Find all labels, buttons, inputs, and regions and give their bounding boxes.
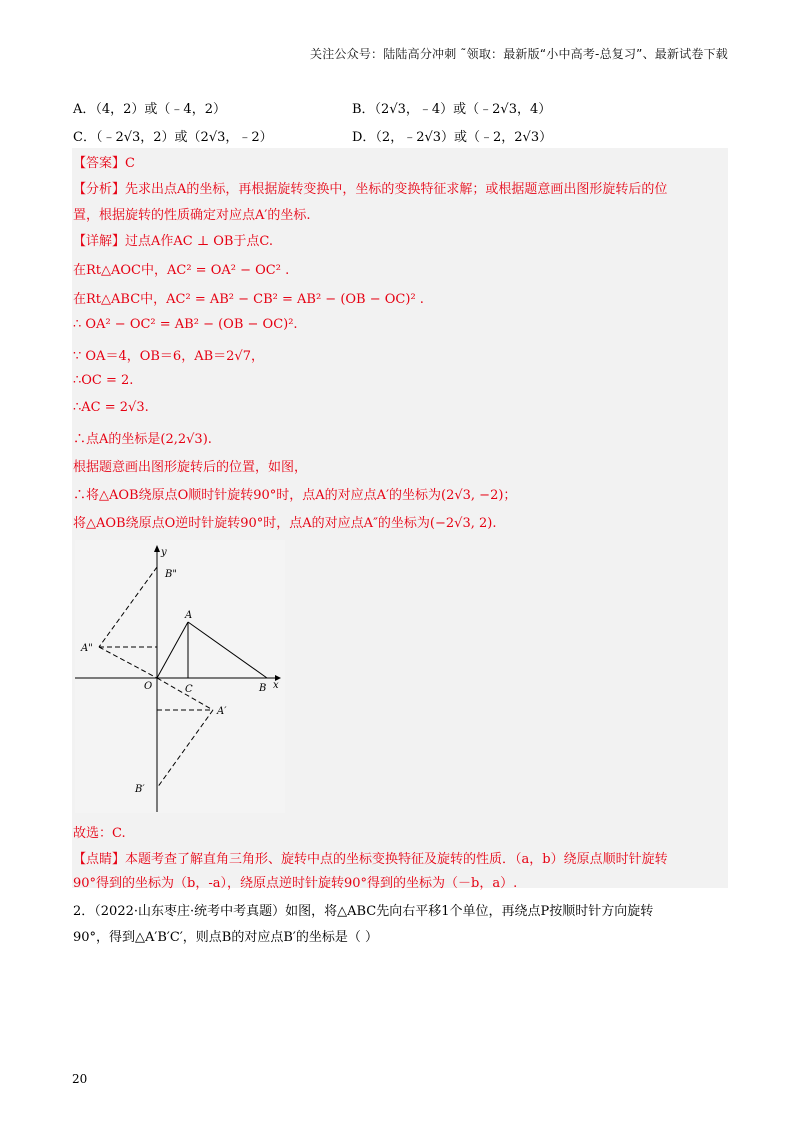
label-x: x <box>273 680 279 691</box>
detail-line-1: 【详解】过点A作AC ⊥ OB于点C. <box>73 234 274 249</box>
analysis-line-1: 【分析】先求出点A的坐标，再根据旋转变换中，坐标的变换特征求解；或根据题意画出图形旋转后的位 <box>73 182 668 197</box>
segment-oa <box>157 622 188 678</box>
detail-line-10: ∴将△AOB绕原点O顺时针旋转90°时，点A的对应点A′的坐标为(2√3, −2)； <box>73 488 517 503</box>
coordinate-diagram <box>75 540 285 813</box>
detail-line-6: ∴OC = 2. <box>73 373 134 388</box>
page-number: 20 <box>72 1072 88 1086</box>
option-c: C．（﹣2√3，2）或（2√3，﹣2） <box>73 130 273 145</box>
option-a: A．（4，2）或（﹣4，2） <box>73 102 226 117</box>
label-b: B <box>259 683 267 694</box>
y-axis-arrow <box>154 545 160 552</box>
segment-b2-a2 <box>99 567 157 647</box>
label-y: y <box>161 547 167 558</box>
label-a: A <box>185 610 193 621</box>
option-d: D．（2，﹣2√3）或（﹣2，2√3） <box>352 130 553 145</box>
label-b-double-prime: B" <box>165 569 177 580</box>
comment-line-2: 90°得到的坐标为（b，-a），绕原点逆时针旋转90°得到的坐标为（－b，a）. <box>73 876 518 891</box>
answer-line: 【答案】C <box>73 156 135 171</box>
detail-line-8: ∴点A的坐标是(2,2√3). <box>73 432 212 447</box>
label-b-prime: B′ <box>135 784 145 795</box>
option-b: B．（2√3，﹣4）或（﹣2√3，4） <box>352 102 552 117</box>
detail-line-7: ∴AC = 2√3. <box>73 400 149 415</box>
question-2-line-1: 2．（2022·山东枣庄·统考中考真题）如图，将△ABC先向右平移1个单位，再绕点P按顺时针方向旋转 <box>73 904 654 919</box>
detail-line-2: 在Rt△AOC中，AC² = OA² − OC² . <box>73 263 290 278</box>
detail-line-4: ∴ OA² − OC² = AB² − (OB − OC)². <box>73 317 298 332</box>
segment-ab <box>188 622 267 678</box>
analysis-line-2: 置，根据旋转的性质确定对应点A′的坐标. <box>73 208 311 223</box>
detail-line-9: 根据题意画出图形旋转后的位置，如图， <box>73 460 308 475</box>
detail-line-5: ∵ OA＝4，OB＝6，AB＝2√7， <box>73 349 264 364</box>
segment-a1-b1 <box>157 710 213 788</box>
label-c: C <box>185 684 193 695</box>
page-header: 关注公众号：陆陆高分冲刺 ˜领取：最新版“小中高考-总复习”、最新试卷下载 <box>310 47 728 61</box>
label-a-prime: A′ <box>217 706 227 717</box>
question-2-line-2: 90°，得到△A′B′C′，则点B的对应点B′的坐标是（ ） <box>73 930 378 945</box>
label-o: O <box>144 681 153 692</box>
detail-line-11: 将△AOB绕原点O逆时针旋转90°时，点A的对应点A″的坐标为(−2√3, 2). <box>73 516 497 531</box>
rotation-figure <box>75 540 285 813</box>
detail-line-3: 在Rt△ABC中，AC² = AB² − CB² = AB² − (OB − OC)² . <box>73 292 424 307</box>
label-a-double-prime: A" <box>81 643 93 654</box>
comment-line-1: 【点睛】本题考查了解直角三角形、旋转中点的坐标变换特征及旋转的性质．（a，b）绕原点顺时针旋转 <box>73 852 668 867</box>
segment-a2-o <box>99 647 157 678</box>
choose-line: 故选：C. <box>73 826 126 841</box>
